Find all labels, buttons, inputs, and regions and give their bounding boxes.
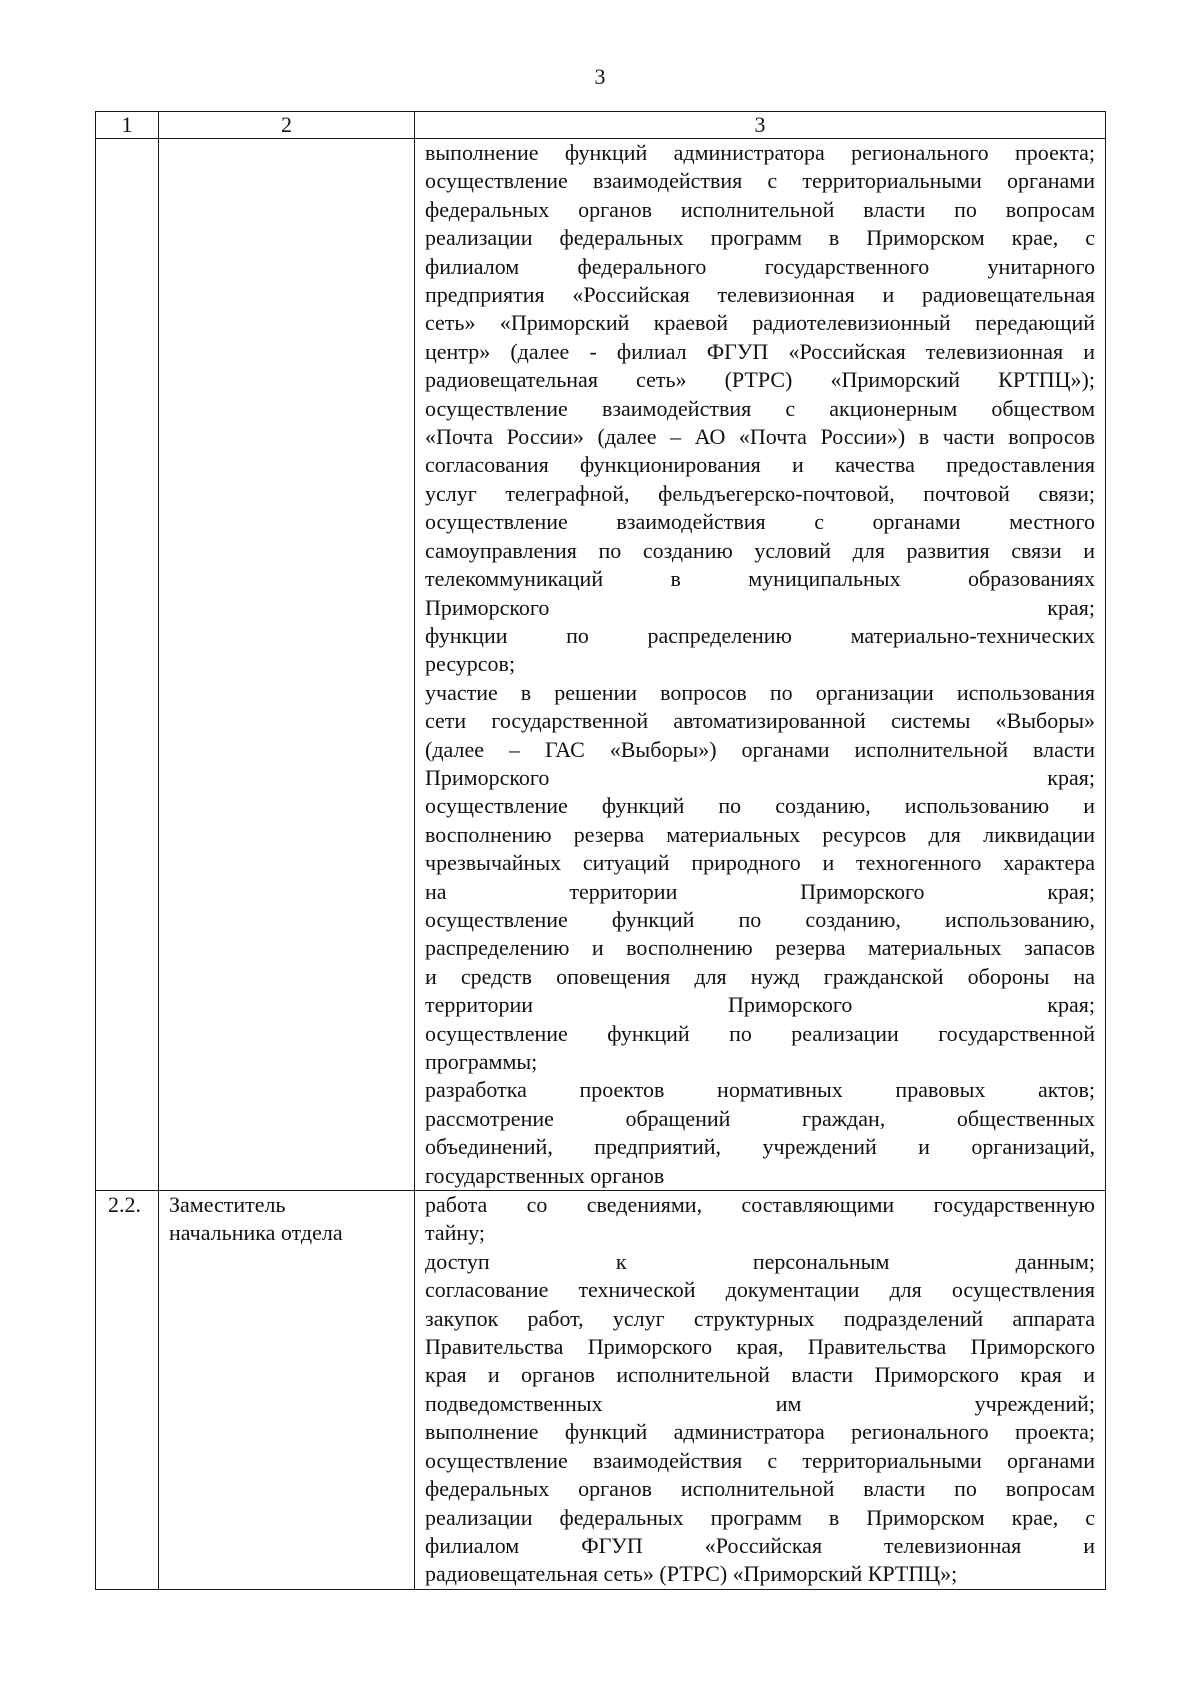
duties-table [95, 111, 1106, 1590]
duty-line: тайну; [425, 1220, 486, 1246]
duty-line: федеральных органов исполнительной власти по вопросам [425, 196, 1095, 222]
duty-line: территории Приморского края; [425, 992, 1095, 1018]
duty-line: федеральных органов исполнительной власти по вопросам [425, 1476, 1095, 1502]
duty-line: ресурсов; [425, 651, 516, 677]
row-number: 2.2. [96, 1191, 159, 1590]
duty-line: центр» (далее - филиал ФГУП «Российская телевизионная и [425, 338, 1095, 364]
duty-line: восполнению резерва материальных ресурсов для ликвидации [425, 821, 1095, 847]
duty-line: согласования функционирования и качества предоставления [425, 452, 1095, 478]
position-cell [159, 139, 415, 1191]
duty-line: радиовещательная сеть» (РТРС) «Приморский КРТПЦ»); [425, 367, 1095, 393]
duty-line: подведомственных им учреждений; [425, 1390, 1095, 1416]
duty-line: самоуправления по созданию условий для развития связи и [425, 537, 1095, 563]
duty-line: чрезвычайных ситуаций природного и техногенного характера [425, 850, 1095, 876]
duty-line: программы; [425, 1049, 538, 1074]
duties-cell [415, 139, 1106, 1191]
duty-line: радиовещательная сеть» (РТРС) «Приморский КРТПЦ»; [425, 1561, 958, 1587]
duty-line: участие в решении вопросов по организации использования [425, 679, 1095, 705]
duty-line: рассмотрение обращений граждан, общественных [425, 1105, 1095, 1131]
duty-line: выполнение функций администратора регионального проекта; [425, 140, 1095, 165]
duty-line: филиалом ФГУП «Российская телевизионная и [425, 1532, 1095, 1558]
duty-line: осуществление функций по созданию, использованию, [425, 906, 1095, 932]
duty-line: Приморского края; [425, 594, 1095, 620]
duties-cell [415, 1191, 1106, 1590]
page-number: 3 [594, 64, 606, 89]
duty-line: услуг телеграфной, фельдъегерско-почтовой, почтовой связи; [425, 480, 1095, 506]
table-row [96, 139, 1106, 1191]
duty-line: осуществление взаимодействия с органами местного [425, 509, 1095, 535]
duty-line: объединений, предприятий, учреждений и организаций, [425, 1134, 1095, 1160]
duty-line: функции по распределению материально-технических [425, 622, 1095, 648]
duty-line: Правительства Приморского края, Правительства Приморского [425, 1334, 1095, 1360]
duty-line: предприятия «Российская телевизионная и радиовещательная [425, 282, 1095, 308]
duty-line: доступ к персональным данным; [425, 1248, 1095, 1274]
table-row [96, 1191, 1106, 1590]
duty-line: разработка проектов нормативных правовых актов; [425, 1077, 1095, 1103]
duty-line: выполнение функций администратора регионального проекта; [425, 1419, 1095, 1445]
duty-line: закупок работ, услуг структурных подразделений аппарата [425, 1305, 1095, 1331]
header-col-1: 1 [96, 112, 159, 139]
duty-line: государственных органов [425, 1162, 665, 1188]
duty-line: (далее – ГАС «Выборы») органами исполнительной власти [425, 736, 1095, 762]
duty-line: работа со сведениями, составляющими государственную [425, 1192, 1095, 1218]
duty-line: и средств оповещения для нужд гражданской обороны на [425, 963, 1095, 989]
position-line: начальника отдела [169, 1220, 343, 1246]
row-number [96, 139, 159, 1191]
duty-line: осуществление функций по созданию, использованию и [425, 793, 1095, 819]
header-col-2: 2 [159, 112, 415, 139]
duty-line: реализации федеральных программ в Приморском крае, с [425, 1504, 1095, 1530]
duty-line: осуществление взаимодействия с территориальными органами [425, 1447, 1095, 1473]
table-header-row [96, 112, 1106, 139]
duty-line: Приморского края; [425, 764, 1095, 790]
duty-line: осуществление взаимодействия с территориальными органами [425, 168, 1095, 194]
duty-line: сети государственной автоматизированной системы «Выборы» [425, 708, 1095, 734]
duty-line: осуществление функций по реализации государственной [425, 1020, 1095, 1046]
header-col-3: 3 [415, 112, 1106, 139]
duty-line: распределению и восполнению резерва материальных запасов [425, 935, 1095, 961]
position-line: Заместитель [169, 1192, 286, 1218]
duty-line: края и органов исполнительной власти Приморского края и [425, 1362, 1095, 1388]
duty-line: согласование технической документации для осуществления [425, 1277, 1095, 1303]
duty-line: на территории Приморского края; [425, 878, 1095, 904]
duty-line: «Почта России» (далее – АО «Почта России») в части вопросов [425, 424, 1095, 450]
duty-line: осуществление взаимодействия с акционерным обществом [425, 395, 1095, 421]
duty-line: сеть» «Приморский краевой радиотелевизионный передающий [425, 310, 1095, 336]
duty-line: телекоммуникаций в муниципальных образованиях [425, 566, 1095, 592]
duty-line: реализации федеральных программ в Приморском крае, с [425, 225, 1095, 251]
position-cell [159, 1191, 415, 1590]
duty-line: филиалом федерального государственного унитарного [425, 253, 1095, 279]
